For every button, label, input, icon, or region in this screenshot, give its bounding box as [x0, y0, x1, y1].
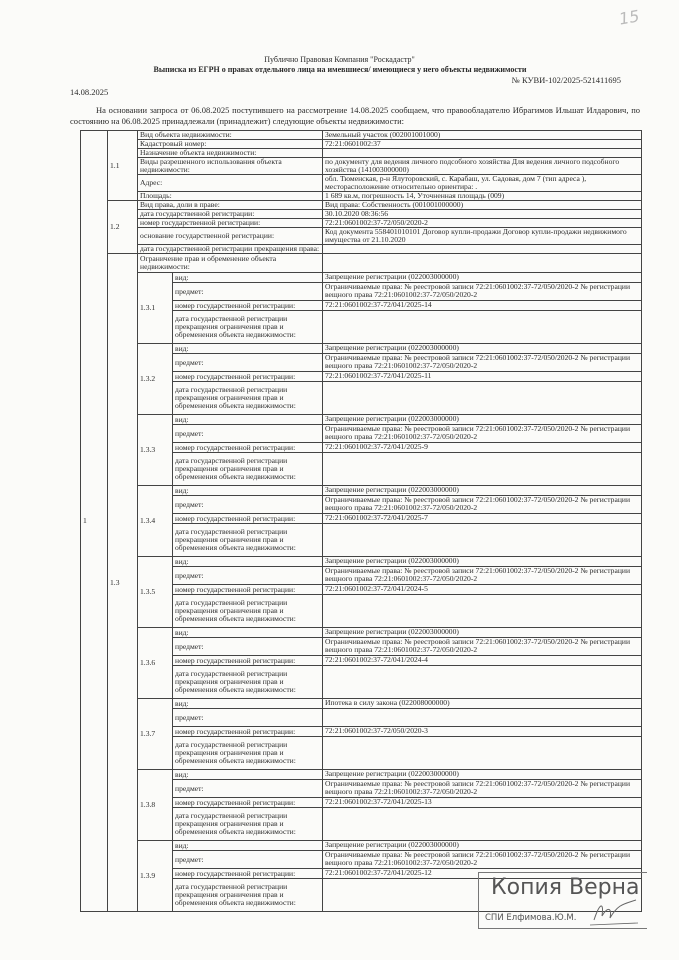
table-row [81, 219, 642, 228]
restriction-kind-value: Запрещение регистрации (022003000000) [323, 770, 642, 780]
restriction-kind-label: вид: [173, 628, 323, 638]
table-row [81, 131, 642, 140]
field-label: Вид права, доли в праве: [138, 201, 323, 210]
field-label: Вид объекта недвижимости: [138, 131, 323, 140]
restriction-end-date-value [323, 666, 642, 699]
field-label: Адрес: [138, 175, 323, 192]
table-row [81, 192, 642, 201]
restriction-end-date-value [323, 595, 642, 628]
restriction-subject-label: предмет: [173, 851, 323, 869]
restriction-subject-value: Ограничиваемые права: № реестровой записи 72:21:0601002:37-72/050/2020-2 № регистрации вещного права 72:21:0601002:37-72/050/2020-2 [323, 780, 642, 798]
table-row [81, 210, 642, 219]
restriction-end-date-label: дата государственной регистрации прекращения ограничения прав и обременения объекта недвижимости: [173, 737, 323, 770]
restriction-reg-number-value: 72:21:0601002:37-72/041/2025-11 [323, 372, 642, 382]
field-value: обл. Тюменская, р-н Ялуторовский, с. Карабаш, ул. Садовая, дом 7 (тип адреса ), месторасположение относительно ориентира: . [323, 175, 642, 192]
table-row [81, 228, 642, 245]
restriction-kind-value: Запрещение регистрации (022003000000) [323, 273, 642, 283]
table-row [81, 486, 642, 496]
table-row [81, 699, 642, 709]
restriction-number: 1.3.2 [138, 344, 173, 415]
field-label: дата государственной регистрации: [138, 210, 323, 219]
restriction-kind-label: вид: [173, 415, 323, 425]
field-label: номер государственной регистрации: [138, 219, 323, 228]
restriction-reg-number-value: 72:21:0601002:37-72/041/2025-7 [323, 514, 642, 524]
table-row [81, 415, 642, 425]
restriction-reg-number-value: 72:21:0601002:37-72/050/2020-3 [323, 727, 642, 737]
restriction-number: 1.3.6 [138, 628, 173, 699]
restriction-reg-number-label: номер государственной регистрации: [173, 656, 323, 666]
field-label: Площадь: [138, 192, 323, 201]
field-label: Назначение объекта недвижимости: [138, 149, 323, 158]
restriction-kind-value: Запрещение регистрации (022003000000) [323, 415, 642, 425]
restriction-end-date-label: дата государственной регистрации прекращения ограничения прав и обременения объекта недвижимости: [173, 666, 323, 699]
restriction-subject-value: Ограничиваемые права: № реестровой записи 72:21:0601002:37-72/050/2020-2 № регистрации вещного права 72:21:0601002:37-72/050/2020-2 [323, 851, 642, 869]
restriction-kind-label: вид: [173, 273, 323, 283]
field-label: Виды разрешенного использования объекта недвижимости: [138, 158, 323, 175]
restriction-end-date-label: дата государственной регистрации прекращения ограничения прав и обременения объекта недвижимости: [173, 311, 323, 344]
restriction-number: 1.3.4 [138, 486, 173, 557]
restriction-kind-value: Запрещение регистрации (022003000000) [323, 486, 642, 496]
restriction-subject-value: Ограничиваемые права: № реестровой записи 72:21:0601002:37-72/050/2020-2 № регистрации вещного права 72:21:0601002:37-72/050/2020-2 [323, 425, 642, 443]
restriction-end-date-label: дата государственной регистрации прекращения ограничения прав и обременения объекта недвижимости: [173, 879, 323, 912]
restriction-reg-number-label: номер государственной регистрации: [173, 869, 323, 879]
property-table [80, 130, 642, 912]
restriction-end-date-value [323, 453, 642, 486]
field-value: Земельный участок (002001001000) [323, 131, 642, 140]
restriction-number: 1.3.9 [138, 841, 173, 912]
restriction-subject-label: предмет: [173, 709, 323, 727]
restriction-kind-value: Запрещение регистрации (022003000000) [323, 344, 642, 354]
field-value: 72:21:0601002:37 [323, 140, 642, 149]
document-date: 14.08.2025 [70, 87, 109, 97]
restriction-number: 1.3.3 [138, 415, 173, 486]
restriction-kind-label: вид: [173, 486, 323, 496]
table-row [81, 201, 642, 210]
organization-name: Публично Правовая Компания "Роскадастр" [264, 55, 415, 64]
restriction-kind-value: Ипотека в силу закона (022008000000) [323, 699, 642, 709]
restriction-end-date-label: дата государственной регистрации прекращения ограничения прав и обременения объекта недвижимости: [173, 453, 323, 486]
restriction-end-date-value [323, 382, 642, 415]
restriction-end-date-label: дата государственной регистрации прекращения ограничения прав и обременения объекта недвижимости: [173, 524, 323, 557]
restriction-number: 1.3.8 [138, 770, 173, 841]
restriction-subject-label: предмет: [173, 425, 323, 443]
restriction-reg-number-label: номер государственной регистрации: [173, 798, 323, 808]
section-number: 1.3 [108, 254, 138, 912]
handwritten-page-number: 15 [617, 6, 641, 29]
restriction-kind-value: Запрещение регистрации (022003000000) [323, 628, 642, 638]
restriction-subject-value: Ограничиваемые права: № реестровой записи 72:21:0601002:37-72/050/2020-2 № регистрации вещного права 72:21:0601002:37-72/050/2020-2 [323, 567, 642, 585]
restriction-subject-value: Ограничиваемые права: № реестровой записи 72:21:0601002:37-72/050/2020-2 № регистрации вещного права 72:21:0601002:37-72/050/2020-2 [323, 354, 642, 372]
table-row [81, 254, 642, 273]
field-value [323, 245, 642, 254]
restriction-number: 1.3.1 [138, 273, 173, 344]
stamp-signer: СПИ Елфимова.Ю.М. [485, 913, 577, 923]
field-label: дата государственной регистрации прекращения права: [138, 245, 323, 254]
restriction-kind-value: Запрещение регистрации (022003000000) [323, 557, 642, 567]
document-title: Выписка из ЕГРН о правах отдельного лица на имевшиеся/ имеющиеся у него объекты недвижимости [153, 65, 527, 74]
field-value [323, 149, 642, 158]
table-row [81, 273, 642, 283]
restriction-subject-label: предмет: [173, 638, 323, 656]
restriction-subject-value: Ограничиваемые права: № реестровой записи 72:21:0601002:37-72/050/2020-2 № регистрации вещного права 72:21:0601002:37-72/050/2020-2 [323, 638, 642, 656]
field-value: по документу для ведения личного подсобного хозяйства Для ведения личного подсобного хозяйства (141003000000) [323, 158, 642, 175]
restriction-reg-number-value: 72:21:0601002:37-72/041/2025-14 [323, 301, 642, 311]
table-row [81, 175, 642, 192]
intro-paragraph: На основании запроса от 06.08.2025 поступившего на рассмотрение 14.08.2025 сообщаем, что правообладателю Ибрагимов Ильшат Илдарович, по состоянию на 06.08.2025 принадлежали (принадлежит) следующие объекты недвижимости: [70, 105, 640, 126]
restriction-kind-label: вид: [173, 344, 323, 354]
restriction-reg-number-label: номер государственной регистрации: [173, 372, 323, 382]
field-value [323, 254, 642, 273]
restriction-end-date-label: дата государственной регистрации прекращения ограничения прав и обременения объекта недвижимости: [173, 808, 323, 841]
restriction-kind-value: Запрещение регистрации (022003000000) [323, 841, 642, 851]
field-value: 1 689 кв.м, погрешность 14, Уточненная площадь (009) [323, 192, 642, 201]
document-number: № КУВИ-102/2025-521411695 [511, 75, 621, 85]
table-row [81, 841, 642, 851]
restriction-subject-label: предмет: [173, 496, 323, 514]
restriction-end-date-label: дата государственной регистрации прекращения ограничения прав и обременения объекта недвижимости: [173, 382, 323, 415]
field-value: Код документа 558401010101 Договор купли-продажи Договор купли-продажи недвижимого имущества от 21.10.2020 [323, 228, 642, 245]
stamp-title: Копия Верна [491, 875, 640, 900]
field-value: Вид права: Собственность (001001000000) [323, 201, 642, 210]
root-number: 1 [81, 131, 108, 912]
restriction-subject-label: предмет: [173, 283, 323, 301]
restriction-reg-number-value: 72:21:0601002:37-72/041/2024-5 [323, 585, 642, 595]
restriction-reg-number-value: 72:21:0601002:37-72/041/2025-9 [323, 443, 642, 453]
section-number: 1.2 [108, 201, 138, 254]
field-label: Кадастровый номер: [138, 140, 323, 149]
restriction-kind-label: вид: [173, 557, 323, 567]
restriction-number: 1.3.7 [138, 699, 173, 770]
table-row [81, 158, 642, 175]
restriction-number: 1.3.5 [138, 557, 173, 628]
restriction-kind-label: вид: [173, 699, 323, 709]
restriction-end-date-value [323, 808, 642, 841]
restriction-subject-label: предмет: [173, 567, 323, 585]
restriction-reg-number-value: 72:21:0601002:37-72/041/2025-13 [323, 798, 642, 808]
restriction-end-date-value [323, 524, 642, 557]
table-row [81, 245, 642, 254]
field-label: основание государственной регистрации: [138, 228, 323, 245]
restriction-reg-number-label: номер государственной регистрации: [173, 514, 323, 524]
restriction-end-date-value [323, 737, 642, 770]
restriction-end-date-value [323, 311, 642, 344]
restriction-reg-number-label: номер государственной регистрации: [173, 443, 323, 453]
table-row [81, 557, 642, 567]
restriction-reg-number-value: 72:21:0601002:37-72/041/2025-12 [323, 869, 642, 879]
field-value: 30.10.2020 08:36:56 [323, 210, 642, 219]
restriction-subject-value: Ограничиваемые права: № реестровой записи 72:21:0601002:37-72/050/2020-2 № регистрации вещного права 72:21:0601002:37-72/050/2020-2 [323, 496, 642, 514]
restriction-subject-label: предмет: [173, 354, 323, 372]
restriction-kind-label: вид: [173, 770, 323, 780]
table-row [81, 149, 642, 158]
restriction-reg-number-value: 72:21:0601002:37-72/041/2024-4 [323, 656, 642, 666]
handwritten-signature [590, 898, 640, 928]
restrictions-header: Ограничение прав и обременение объекта недвижимости: [138, 254, 323, 273]
section-number: 1.1 [108, 131, 138, 201]
restriction-subject-value: Ограничиваемые права: № реестровой записи 72:21:0601002:37-72/050/2020-2 № регистрации вещного права 72:21:0601002:37-72/050/2020-2 [323, 283, 642, 301]
table-row [81, 628, 642, 638]
table-row [81, 770, 642, 780]
restriction-reg-number-label: номер государственной регистрации: [173, 585, 323, 595]
restriction-subject-value [323, 709, 642, 727]
restriction-reg-number-label: номер государственной регистрации: [173, 727, 323, 737]
field-value: 72:21:0601002:37-72/050/2020-2 [323, 219, 642, 228]
restriction-end-date-label: дата государственной регистрации прекращения ограничения прав и обременения объекта недвижимости: [173, 595, 323, 628]
restriction-reg-number-label: номер государственной регистрации: [173, 301, 323, 311]
restriction-subject-label: предмет: [173, 780, 323, 798]
table-row [81, 344, 642, 354]
table-row [81, 140, 642, 149]
restriction-kind-label: вид: [173, 841, 323, 851]
